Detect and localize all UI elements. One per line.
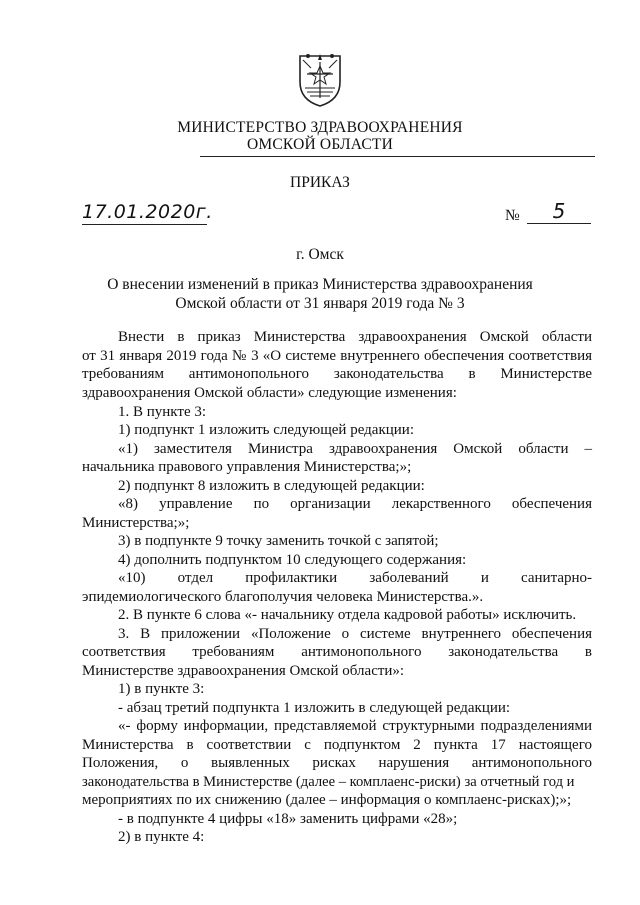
body-line: «8) управление по организации лекарственного обеспечения: [118, 496, 592, 512]
header-divider: [200, 156, 595, 157]
body-line: Положения, о выявленных рисках нарушения антимонопольного: [82, 755, 592, 771]
document-type: ПРИКАЗ: [290, 174, 350, 191]
body-line: соответствия требованиям антимонопольного законодательства в: [82, 644, 592, 660]
body-line: - в подпункте 4 цифры «18» заменить цифрами «28»;: [118, 811, 458, 827]
body-line: требованиям антимонопольного законодательства в Министерстве: [82, 366, 592, 382]
body-line: «10) отдел профилактики заболеваний и санитарно-: [118, 570, 592, 586]
body-line: законодательства в Министерстве (далее – комплаенс-риски) за отчетный год и: [82, 774, 575, 790]
organization-name-line2: ОМСКОЙ ОБЛАСТИ: [247, 136, 393, 153]
body-line: «1) заместителя Министра здравоохранения Омской области –: [118, 441, 592, 457]
body-line: 2. В пункте 6 слова «- начальнику отдела кадровой работы» исключить.: [118, 607, 577, 623]
body-line: - абзац третий подпункта 1 изложить в следующей редакции:: [118, 700, 511, 716]
city: г. Омск: [296, 246, 344, 263]
organization-name-line1: МИНИСТЕРСТВО ЗДРАВООХРАНЕНИЯ: [177, 119, 463, 136]
body-line: эпидемиологического благополучия человека Министерства.».: [82, 589, 484, 605]
body-line: 2) в пункте 4:: [118, 829, 205, 845]
body-line: 2) подпункт 8 изложить в следующей редакции:: [118, 478, 425, 494]
coat-of-arms-emblem: [297, 52, 343, 108]
body-line: 4) дополнить подпунктом 10 следующего содержания:: [118, 552, 467, 568]
body-line: 1. В пункте 3:: [118, 404, 207, 420]
body-line: Внести в приказ Министерства здравоохранения Омской области: [118, 329, 592, 345]
body-line: начальника правового управления Министерства;»;: [82, 459, 412, 475]
body-line: Министерстве здравоохранения Омской области»:: [82, 663, 405, 679]
body-line: Министерства;»;: [82, 515, 190, 531]
body-line: Министерства в соответствии с подпунктом 2 пункта 17 настоящего: [82, 737, 592, 753]
subject-line1: О внесении изменений в приказ Министерства здравоохранения: [107, 276, 533, 293]
body-line: здравоохранения Омской области» следующие изменения:: [82, 385, 457, 401]
body-line: 1) подпункт 1 изложить следующей редакции:: [118, 422, 414, 438]
body-line: от 31 января 2019 года № 3 «О системе внутреннего обеспечения соответствия: [82, 348, 592, 364]
document-number: 5: [527, 199, 591, 224]
body-line: 3) в подпункте 9 точку заменить точкой с запятой;: [118, 533, 439, 549]
body-line: 3. В приложении «Положение о системе внутреннего обеспечения: [118, 626, 592, 642]
body-line: 1) в пункте 3:: [118, 681, 205, 697]
subject-line2: Омской области от 31 января 2019 года № 3: [175, 295, 465, 312]
document-date: 17.01.2020г.: [82, 201, 213, 223]
number-label: №: [505, 207, 520, 224]
body-line: «- форму информации, представляемой структурными подразделениями: [118, 718, 592, 734]
body-line: мероприятиях по их снижению (далее – информация о комплаенс-рисках);»;: [82, 792, 572, 808]
